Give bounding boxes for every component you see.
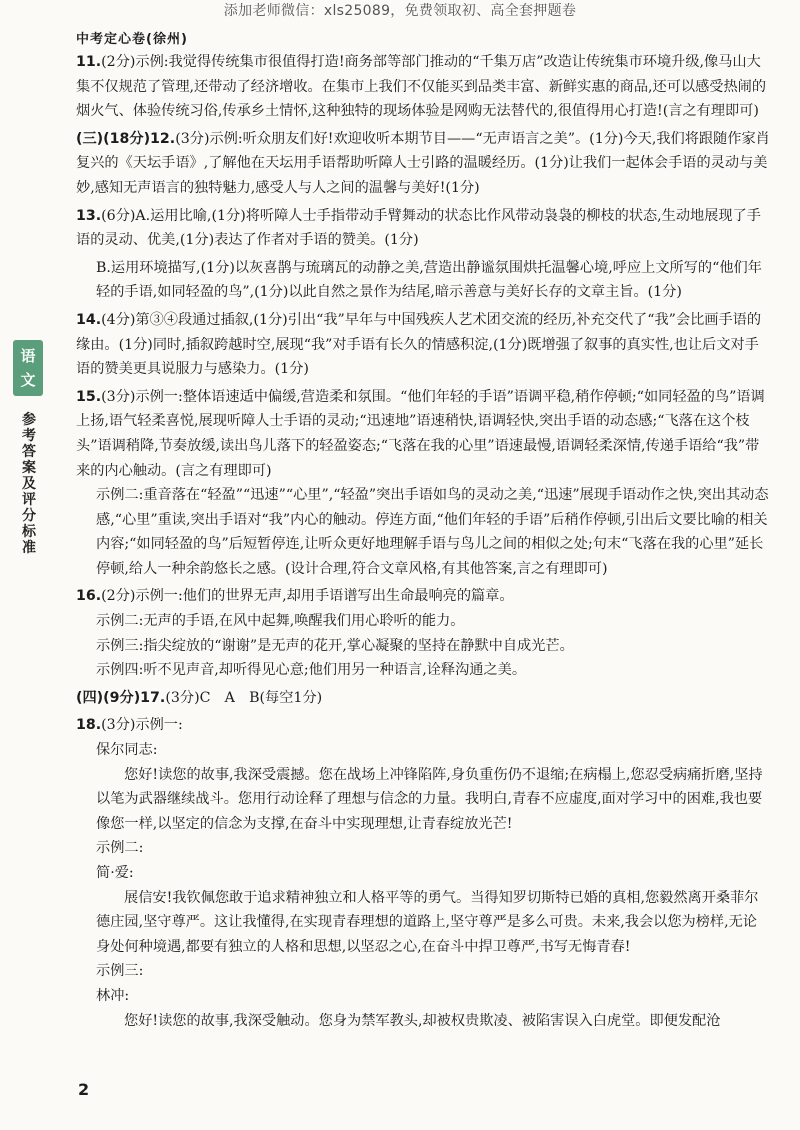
answer-item-17	[76, 686, 770, 711]
letter-example-label: 示例二:	[96, 840, 144, 857]
answer-item-15a	[76, 385, 770, 483]
answer-item-13b	[76, 256, 770, 305]
answer-item-16-ex4	[76, 658, 770, 683]
letter-salutation: 简·爱:	[96, 865, 134, 881]
item-text: 示例三:指尖绽放的“谢谢”是无声的花开,掌心凝聚的坚持在静默中自成光芒。	[96, 637, 574, 654]
book-title: 中考定心卷(徐州)	[76, 32, 188, 47]
letter-body: 展信安!我钦佩您敢于追求精神独立和人格平等的勇气。当得知罗切斯特已婚的真相,您毅然离开桑菲尔德庄园,坚守尊严。这让我懂得,在实现青春理想的道路上,坚守尊严是多么可贵。未来,我会以您为榜样,无论身处何种境遇,都要有独立的人格和思想,以坚忍之心,在奋斗中捍卫尊严,书写无悔青春!	[96, 889, 759, 955]
item-text: (2分)示例:我觉得传统集市很值得打造!商务部等部门推动的“千集万店”改造让传统集市环境升级,像马山大集不仅规范了管理,还带动了经济增收。在集市上我们不仅能买到品类丰富、新鲜实惠的商品,还可以感受热闹的烟火气、体验传统习俗,传承乡土情怀,这种独特的现场体验是网购无法替代的,很值得用心打造!(言之有理即可)	[76, 54, 767, 120]
letter-example-label: 示例三:	[96, 963, 144, 980]
section-label: 参考答案及评分标准	[22, 412, 36, 556]
item-text: (3分)示例:听众朋友们好!欢迎收听本期节目——“无声语言之美”。(1分)今天,我们将跟随作家肖复兴的《天坛手语》,了解他在天坛用手语帮助听障人士引路的温暖经历。(1分)让我们一起体会手语的灵动与美妙,感知无声语言的独特魅力,感受人与人之间的温馨与美好!(1分)	[76, 130, 770, 196]
answer-item-11	[76, 50, 770, 124]
item-text: (3分)C A B(每空1分)	[165, 689, 323, 706]
answer-item-16-ex3	[76, 634, 770, 659]
item-text: 示例四:听不见声音,却听得见心意;他们用另一种语言,诠释沟通之美。	[96, 662, 527, 679]
item-text: (6分)A.运用比喻,(1分)将听障人士手指带动手臂舞动的状态比作风带动袅袅的柳枝的状态,生动地展现了手语的灵动、优美,(1分)表达了作者对手语的赞美。(1分)	[76, 207, 761, 249]
subject-tab	[13, 340, 43, 396]
item-number: 16.	[76, 588, 102, 605]
answer-item-14	[76, 308, 770, 382]
letter-body: 您好!读您的故事,我深受触动。您身为禁军教头,却被权贵欺凌、被陷害误入白虎堂。即便发配沧	[124, 1012, 721, 1029]
answer-item-16	[76, 584, 770, 609]
answer-item-15b	[76, 483, 770, 581]
item-number: (四)(9分)17.	[76, 689, 166, 706]
item-text: 示例二:无声的手语,在风中起舞,唤醒我们用心聆听的能力。	[96, 613, 465, 630]
item-number: (三)(18分)12.	[76, 130, 176, 147]
answer-item-18	[76, 713, 770, 738]
item-number: 18.	[76, 717, 102, 734]
item-number: 11.	[76, 54, 102, 70]
item-text: (3分)示例一:整体语速适中偏缓,营造柔和氛围。“他们年轻的手语”语调平稳,稍作停顿;“如同轻盈的鸟”语调上扬,语气轻柔喜悦,展现听障人士手语的灵动;“迅速地”语速稍快,语调轻快,突出手语的动态感;“飞落在这个枝头”语调稍降,节奏放缓,读出鸟儿落下的轻盈姿态;“飞落在我的心里”语速最慢,语调轻柔深情,传递手语给“我”带来的内心触动。(言之有理即可)	[76, 388, 765, 479]
answer-item-13a	[76, 204, 770, 253]
letter-salutation: 林冲:	[96, 987, 130, 1004]
item-text: (3分)示例一:	[101, 717, 183, 734]
item-text: B.运用环境描写,(1分)以灰喜鹊与琉璃瓦的动静之美,营造出静谧氛围烘托温馨心境,呼应上文所写的“他们年轻的手语,如同轻盈的鸟”,(1分)以此自然之景作为结尾,暗示善意与美好长存的文章主旨。(1分)	[96, 259, 762, 301]
item-number: 13.	[76, 207, 102, 224]
subject-tab-char-1: 语	[20, 347, 36, 365]
item-text: (2分)示例一:他们的世界无声,却用手语谱写出生命最响亮的篇章。	[101, 588, 514, 605]
item-number: 14.	[76, 311, 102, 328]
item-text: 示例二:重音落在“轻盈”“迅速”“心里”,“轻盈”突出手语如鸟的灵动之美,“迅速”展现手语动作之快,突出其动态感,“心里”重读,突出手语对“我”内心的触动。停连方面,“他们年轻的手语”后稍作停顿,引出后文要比喻的相关内容;“如同轻盈的鸟”后短暂停连,让听众更好地理解手语与鸟儿之间的相似之处;句末“飞落在我的心里”延长停顿,给人一种余韵悠长之感。(设计合理,符合文章风格,有其他答案,言之有理即可)	[96, 487, 769, 577]
letter-body: 您好!读您的故事,我深受震撼。您在战场上冲锋陷阵,身负重伤仍不退缩;在病榻上,您忍受病痛折磨,坚持以笔为武器继续战斗。您用行动诠释了理想与信念的力量。我明白,青春不应虚度,面对学习中的困难,我也要像您一样,以坚定的信念为支撑,在奋斗中实现理想,让青春绽放光芒!	[96, 766, 763, 832]
watermark-banner: 添加老师微信：xls25089，免费领取初、高全套押题卷	[223, 3, 577, 19]
page-number: 2	[78, 1080, 90, 1099]
answer-content	[76, 50, 770, 1033]
item-text: (4分)第③④段通过插叙,(1分)引出“我”早年与中国残疾人艺术团交流的经历,补充交代了“我”会比画手语的缘由。(1分)同时,插叙跨越时空,展现“我”对手语有长久的情感积淀,(1分)既增强了叙事的真实性,也让后文对手语的赞美更具说服力与感染力。(1分)	[76, 311, 762, 378]
answer-item-12	[76, 127, 770, 201]
answer-item-16-ex2	[76, 609, 770, 634]
letter-salutation: 保尔同志:	[96, 742, 158, 759]
item-number: 15.	[76, 388, 102, 405]
subject-tab-char-2: 文	[20, 371, 36, 389]
